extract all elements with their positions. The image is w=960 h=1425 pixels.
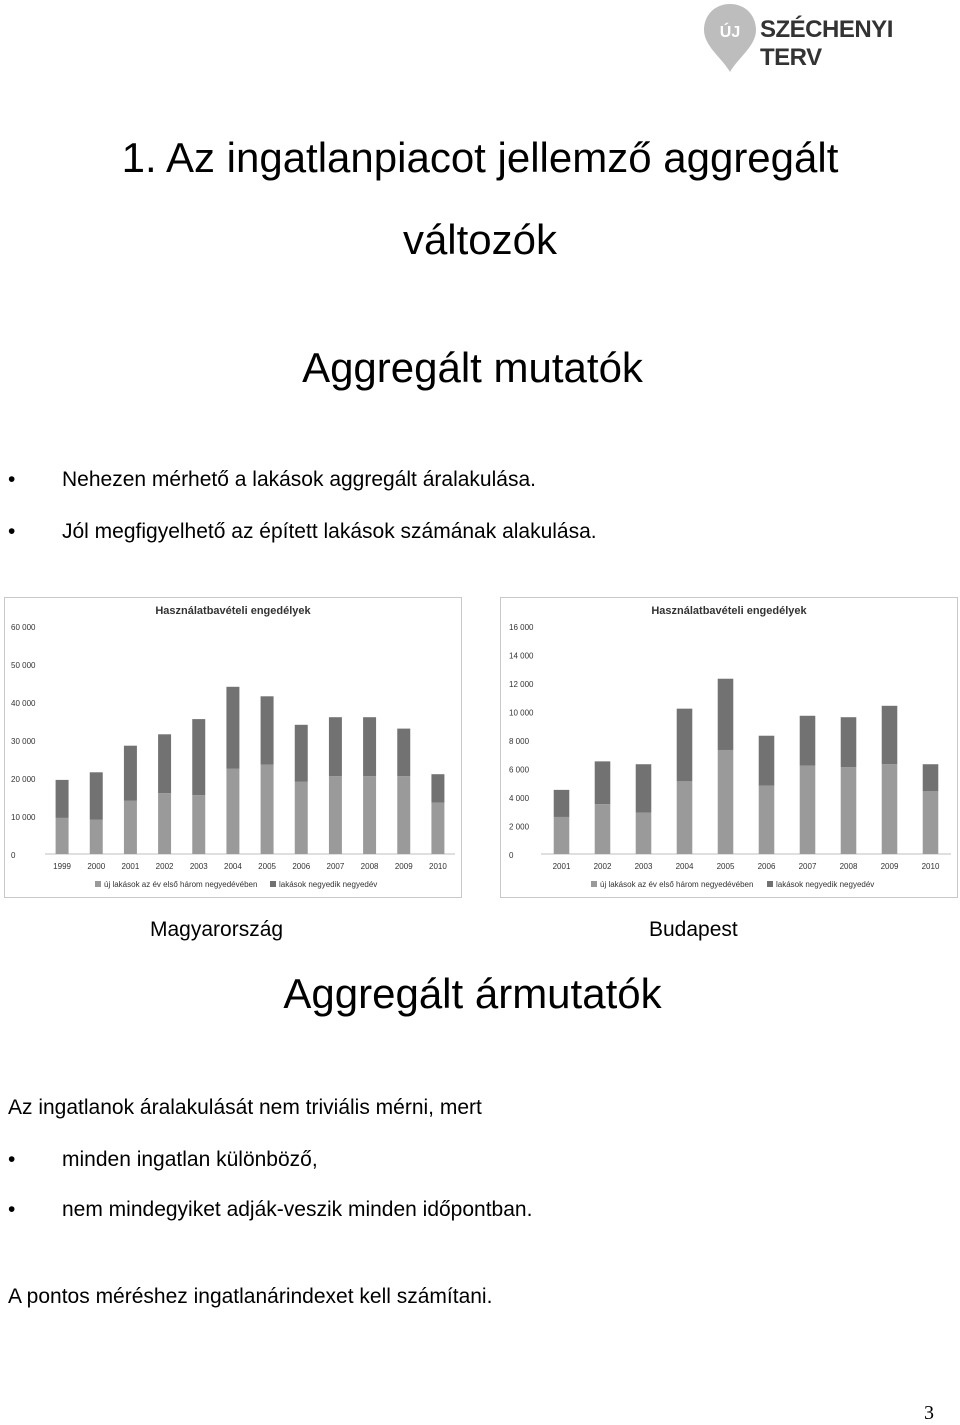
legend-label-series1: új lakások az év első három negyedévében bbox=[104, 880, 258, 889]
bar-series1 bbox=[56, 818, 69, 854]
x-tick-label: 2000 bbox=[87, 862, 106, 871]
bar-series1 bbox=[718, 750, 734, 854]
y-tick-label: 16 000 bbox=[509, 623, 534, 632]
page-number: 3 bbox=[924, 1402, 934, 1424]
paragraph-intro: Az ingatlanok áralakulását nem triviális mérni, mert bbox=[8, 1096, 482, 1119]
legend-label-series2: lakások negyedik negyedév bbox=[279, 880, 378, 889]
bar-series1 bbox=[192, 795, 205, 854]
x-tick-label: 2004 bbox=[675, 862, 694, 871]
x-tick-label: 1999 bbox=[53, 862, 71, 871]
location-pin-icon bbox=[700, 0, 760, 76]
x-tick-label: 2003 bbox=[189, 862, 208, 871]
bar-series2 bbox=[363, 717, 376, 776]
x-tick-label: 2010 bbox=[921, 862, 940, 871]
bar-series2 bbox=[226, 687, 239, 769]
bar-series2 bbox=[329, 717, 342, 776]
y-tick-label: 6 000 bbox=[509, 765, 530, 775]
x-tick-label: 2008 bbox=[839, 862, 858, 871]
bar-series2 bbox=[261, 696, 274, 764]
bar-series2 bbox=[800, 716, 816, 766]
y-tick-label: 0 bbox=[509, 851, 514, 860]
bar-series1 bbox=[329, 776, 342, 854]
y-tick-label: 4 000 bbox=[509, 794, 530, 803]
y-tick-label: 60 000 bbox=[11, 623, 36, 632]
caption-budapest: Budapest bbox=[649, 918, 738, 941]
bullet-dot-icon: • bbox=[8, 1198, 16, 1221]
legend-label-series1: új lakások az év első három negyedévében bbox=[600, 880, 754, 889]
bar-series1 bbox=[431, 803, 444, 854]
page-title-line2: változók bbox=[402, 216, 558, 263]
bar-series1 bbox=[759, 786, 775, 854]
bar-series2 bbox=[56, 780, 69, 818]
bar-series1 bbox=[882, 764, 898, 854]
bar-series2 bbox=[295, 725, 308, 782]
bar-series2 bbox=[595, 761, 611, 804]
y-tick-label: 0 bbox=[11, 851, 16, 860]
y-tick-label: 8 000 bbox=[509, 737, 530, 746]
y-tick-label: 10 000 bbox=[11, 813, 36, 822]
x-tick-label: 2006 bbox=[292, 862, 311, 871]
bar-series1 bbox=[923, 791, 939, 854]
x-tick-label: 2002 bbox=[155, 862, 174, 871]
bullet-text: Jól megfigyelhető az épített lakások számának alakulása. bbox=[62, 520, 597, 543]
bar-series2 bbox=[554, 790, 570, 817]
bar-series2 bbox=[636, 764, 652, 812]
x-tick-label: 2001 bbox=[121, 862, 140, 871]
y-tick-label: 2 000 bbox=[509, 822, 530, 832]
page-title-line1: 1. Az ingatlanpiacot jellemző aggregált bbox=[121, 134, 839, 181]
bar-series2 bbox=[841, 717, 857, 767]
bar-series2 bbox=[431, 774, 444, 803]
y-tick-label: 10 000 bbox=[509, 708, 534, 718]
x-tick-label: 2007 bbox=[326, 862, 345, 871]
chart-title: Használatbavételi engedélyek bbox=[651, 605, 807, 617]
bar-series2 bbox=[90, 772, 103, 820]
legend-swatch-series1 bbox=[95, 881, 101, 887]
chart-hungary-svg bbox=[5, 598, 461, 897]
section-heading-price-indicators: Aggregált ármutatók bbox=[283, 970, 662, 1017]
chart-title: Használatbavételi engedélyek bbox=[155, 605, 311, 617]
logo-text: SZÉCHENYI TERV bbox=[760, 16, 893, 71]
bar-series2 bbox=[158, 734, 171, 793]
x-tick-label: 2008 bbox=[360, 862, 379, 871]
bar-series1 bbox=[295, 782, 308, 854]
bar-series1 bbox=[261, 765, 274, 854]
y-tick-label: 12 000 bbox=[509, 680, 534, 689]
bullet-text: nem mindegyiket adják-veszik minden időpontban. bbox=[62, 1198, 533, 1221]
bar-series1 bbox=[226, 769, 239, 855]
x-tick-label: 2009 bbox=[880, 862, 899, 871]
bar-series2 bbox=[397, 729, 410, 777]
bullet-dot-icon: • bbox=[8, 520, 16, 543]
bar-series1 bbox=[636, 813, 652, 854]
bar-series2 bbox=[718, 679, 734, 750]
bar-series1 bbox=[397, 776, 410, 854]
legend-swatch-series2 bbox=[767, 881, 773, 887]
bar-series1 bbox=[841, 767, 857, 854]
bullet-dot-icon: • bbox=[8, 1148, 16, 1171]
chart-hungary bbox=[4, 597, 462, 898]
y-tick-label: 30 000 bbox=[11, 737, 36, 746]
bar-series1 bbox=[677, 781, 693, 854]
bullet-text: Nehezen mérhető a lakások aggregált áralakulása. bbox=[62, 468, 536, 491]
y-tick-label: 50 000 bbox=[11, 661, 36, 670]
bar-series1 bbox=[124, 801, 137, 854]
legend-swatch-series2 bbox=[270, 881, 276, 887]
x-tick-label: 2006 bbox=[757, 862, 776, 871]
x-tick-label: 2001 bbox=[552, 862, 571, 871]
szechenyi-terv-logo bbox=[698, 0, 948, 76]
x-tick-label: 2003 bbox=[634, 862, 653, 871]
bar-series1 bbox=[158, 793, 171, 854]
bullet-dot-icon: • bbox=[8, 468, 16, 491]
bar-series1 bbox=[800, 766, 816, 854]
y-tick-label: 14 000 bbox=[509, 651, 534, 661]
logo-badge: ÚJ bbox=[719, 24, 741, 41]
bar-series1 bbox=[90, 820, 103, 854]
x-tick-label: 2005 bbox=[716, 862, 735, 871]
bar-series2 bbox=[759, 736, 775, 786]
bar-series2 bbox=[923, 764, 939, 791]
x-tick-label: 2005 bbox=[258, 862, 276, 871]
chart-budapest bbox=[500, 597, 958, 898]
bullet-text: minden ingatlan különböző, bbox=[62, 1148, 318, 1171]
x-tick-label: 2009 bbox=[394, 862, 413, 871]
bar-series2 bbox=[124, 746, 137, 801]
paragraph-conclusion: A pontos méréshez ingatlanárindexet kell számítani. bbox=[8, 1285, 493, 1308]
x-tick-label: 2002 bbox=[593, 862, 612, 871]
caption-hungary: Magyarország bbox=[150, 918, 284, 941]
bar-series1 bbox=[554, 817, 570, 854]
legend-label-series2: lakások negyedik negyedév bbox=[776, 880, 875, 889]
chart-budapest-svg bbox=[501, 598, 957, 897]
x-tick-label: 2004 bbox=[224, 862, 242, 871]
bar-series1 bbox=[595, 804, 611, 854]
bar-series1 bbox=[363, 776, 376, 854]
section-heading-aggregate-indicators: Aggregált mutatók bbox=[302, 344, 643, 391]
bar-series2 bbox=[192, 719, 205, 795]
legend-swatch-series1 bbox=[591, 881, 597, 887]
y-tick-label: 20 000 bbox=[11, 775, 36, 784]
x-tick-label: 2007 bbox=[798, 862, 817, 871]
bar-series2 bbox=[677, 709, 693, 782]
x-tick-label: 2010 bbox=[429, 862, 447, 871]
y-tick-label: 40 000 bbox=[11, 699, 36, 708]
bar-series2 bbox=[882, 706, 898, 764]
